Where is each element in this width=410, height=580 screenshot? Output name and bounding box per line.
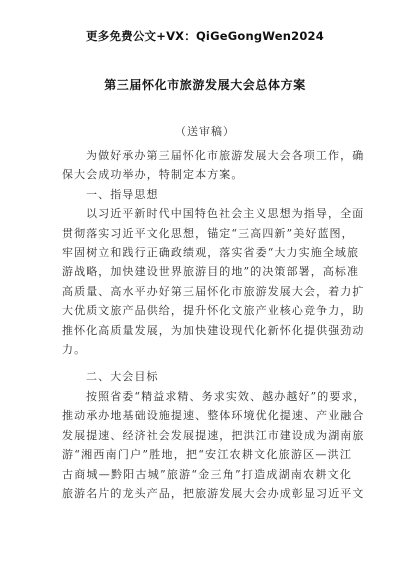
document-body [62,146,366,503]
paragraph-line: 按照省委“精益求精、务求实效、越办越好”的要求， [86,389,366,403]
intro-line: 保大会成功举办，特制定本方案。 [62,168,244,182]
paragraph-line: 高质量、高水平办好第三届怀化市旅游发展大会，着力扩 [62,284,365,298]
document-title: 第三届怀化市旅游发展大会总体方案 [104,78,306,92]
paragraph-line: 推动承办地基础设施提速、整体环境优化提速、产业融合 [62,409,365,423]
paragraph-line: 力。 [62,343,87,357]
paragraph-line: 贯彻落实习近平文化思想，锚定“三高四新”美好蓝图， [62,226,354,240]
section-heading-guiding-ideology: 一、指导思想 [86,187,159,201]
paragraph-line: 牢固树立和践行正确政绩观，落实省委“大力实施全域旅 [62,246,360,260]
paragraph-line: 古商城—黔阳古城”旅游“金三角”打造成湖南农耕文化 [62,467,352,481]
document-subtitle: （送审稿） [175,125,235,138]
paragraph-line: 游“湘西南门户”胜地，把“安江农耕文化旅游区—洪江 [62,448,352,462]
section-heading-conference-goals: 二、大会目标 [86,370,159,384]
paragraph-line: 发展提速、经济社会发展提速，把洪江市建设成为湖南旅 [62,428,365,442]
paragraph-line: 推怀化高质量发展，为加快建设现代化新怀化提供强劲动 [62,323,365,337]
intro-line: 为做好承办第三届怀化市旅游发展大会各项工作，确 [86,149,365,162]
paragraph-line: 大优质文旅产品供给，提升怀化文旅产业核心竞争力，助 [62,304,365,318]
watermark-text: 更多免费公文+VX：QiGeGongWen2024 [86,29,324,43]
paragraph-line: 游战略，加快建设世界旅游目的地”的决策部署，高标准 [62,265,360,279]
paragraph-line: 旅游名片的龙头产品，把旅游发展大会办成彰显习近平文 [62,486,365,500]
paragraph-line: 以习近平新时代中国特色社会主义思想为指导，全面 [86,207,365,221]
section-gap [62,359,352,367]
